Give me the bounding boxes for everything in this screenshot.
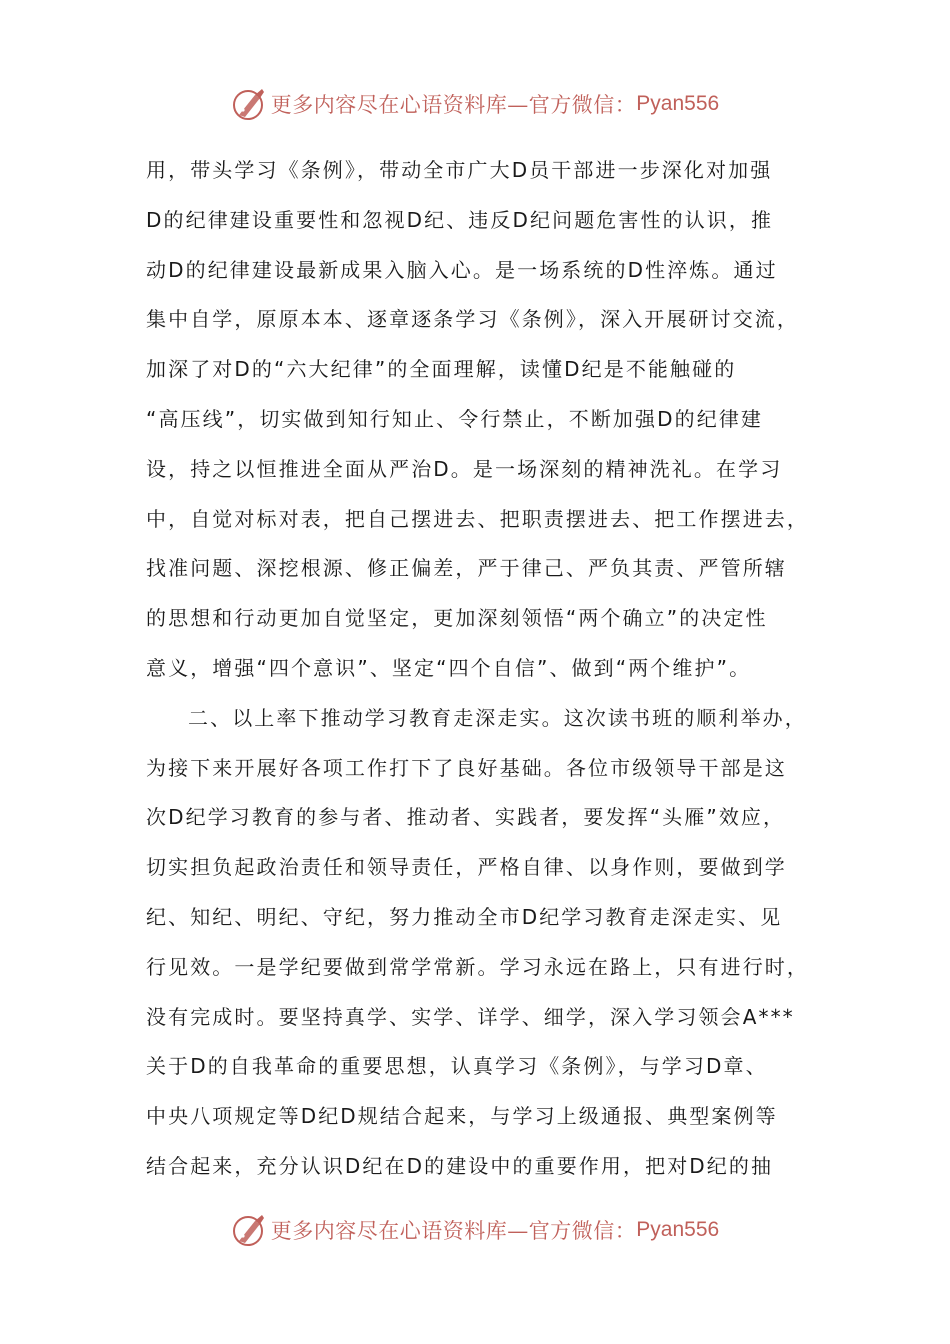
text-line: 动D的纪律建设最新成果入脑入心。是一场系统的D性淬炼。通过 bbox=[146, 257, 778, 282]
text-line: 加深了对D的“六大纪律”的全面理解，读懂D纪是不能触碰的 bbox=[146, 357, 737, 382]
text-line: 切实担负起政治责任和领导责任，严格自律、以身作则，要做到学 bbox=[146, 855, 787, 880]
text-line: “高压线”，切实做到知行知止、令行禁止，不断加强D的纪律建 bbox=[146, 406, 764, 431]
text-line: 意义，增强“四个意识”、坚定“四个自信”、做到“两个维护”。 bbox=[146, 655, 752, 680]
pen-nib-icon bbox=[231, 1212, 267, 1248]
text-line: D的纪律建设重要性和忽视D纪、违反D纪问题危害性的认识，推 bbox=[146, 207, 774, 232]
text-line: 用，带头学习《条例》，带动全市广大D员干部进一步深化对加强 bbox=[146, 158, 773, 182]
banner-wechat-id: Pyan556 bbox=[636, 1218, 720, 1241]
pen-nib-icon bbox=[231, 86, 267, 122]
text-line: 中央八项规定等D纪D规结合起来，与学习上级通报、典型案例等 bbox=[146, 1104, 778, 1129]
text-line: 为接下来开展好各项工作打下了良好基础。各位市级领导干部是这 bbox=[146, 755, 787, 780]
text-line: 的思想和行动更加自觉坚定，更加深刻领悟“两个确立”的决定性 bbox=[146, 606, 768, 631]
section-heading-line: 二、以上率下推动学习教育走深走实。这次读书班的顺利举办， bbox=[188, 705, 807, 730]
text-line: 中，自觉对标对表，把自己摆进去、把职责摆进去、把工作摆进去， bbox=[146, 506, 809, 531]
text-line: 集中自学，原原本本、逐章逐条学习《条例》，深入开展研讨交流， bbox=[146, 307, 799, 332]
header-banner bbox=[0, 84, 950, 124]
banner-text: 更多内容尽在心语资料库—官方微信： bbox=[270, 1219, 637, 1243]
banner-wechat-id: Pyan556 bbox=[636, 92, 720, 115]
text-line: 没有完成时。要坚持真学、实学、详学、细学，深入学习领会A*** bbox=[146, 1004, 795, 1029]
document-body bbox=[146, 146, 810, 1192]
text-line: 找准问题、深挖根源、修正偏差，严于律己、严负其责、严管所辖 bbox=[146, 556, 787, 581]
text-line: 次D纪学习教育的参与者、推动者、实践者，要发挥“头雁”效应， bbox=[146, 805, 786, 830]
text-line: 结合起来，充分认识D纪在D的建设中的重要作用，把对D纪的抽 bbox=[146, 1153, 774, 1178]
text-line: 纪、知纪、明纪、守纪，努力推动全市D纪学习教育走深走实、见 bbox=[146, 904, 783, 929]
banner-text: 更多内容尽在心语资料库—官方微信： bbox=[270, 93, 637, 117]
text-line: 关于D的自我革命的重要思想，认真学习《条例》，与学习D章、 bbox=[146, 1054, 768, 1079]
text-line: 设，持之以恒推进全面从严治D。是一场深刻的精神洗礼。在学习 bbox=[146, 456, 783, 481]
text-line: 行见效。一是学纪要做到常学常新。学习永远在路上，只有进行时， bbox=[146, 954, 809, 979]
footer-banner bbox=[0, 1210, 950, 1250]
